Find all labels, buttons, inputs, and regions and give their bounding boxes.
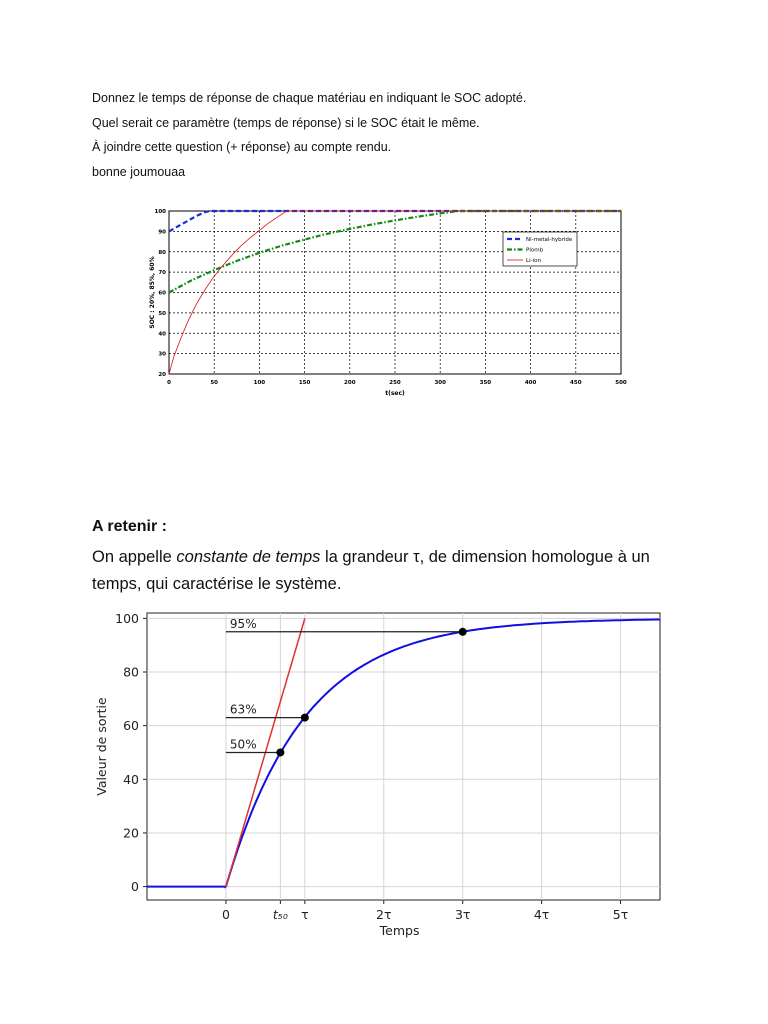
y-tick-label: 20 [158, 372, 166, 378]
x-tick-label: 250 [389, 380, 401, 386]
y-tick-label: 80 [158, 249, 166, 256]
y-tick-label: 60 [158, 290, 166, 297]
definition-dimension: dimension [451, 548, 527, 566]
y-tick-label: 100 [154, 209, 166, 215]
legend-label: Li-ion [526, 258, 541, 264]
x-tick-label: 500 [615, 380, 627, 386]
y-tick-label: 80 [123, 664, 139, 680]
x-tick-label: 450 [570, 380, 582, 386]
y-axis-label: Valeur de sortie [94, 697, 109, 796]
x-tick-label: 100 [253, 380, 266, 386]
y-tick-label: 90 [158, 229, 166, 236]
x-tick-label: 5τ [612, 907, 629, 922]
level-point [459, 628, 467, 636]
x-axis-label: t(sec) [385, 390, 405, 397]
instructions [92, 86, 526, 184]
instruction-line-4: bonne joumouaa [92, 164, 186, 179]
instruction-line-2: Quel serait ce paramètre (temps de réponse) si le SOC était le même. [92, 115, 480, 130]
y-tick-label: 50 [158, 310, 166, 317]
x-tick-label: 3τ [454, 907, 471, 922]
section-title: A retenir : [92, 518, 167, 535]
soc-chart [145, 198, 625, 403]
x-tick-label: 4τ [533, 907, 550, 922]
x-tick-label: 150 [298, 380, 311, 386]
legend-label: Plomb [526, 247, 544, 254]
level-label: 63% [229, 702, 257, 717]
y-tick-label: 40 [123, 771, 139, 787]
y-tick-label: 30 [158, 351, 166, 358]
y-tick-label: 60 [123, 718, 139, 734]
instruction-line-1: Donnez le temps de réponse de chaque matériau en indiquant le SOC adopté. [92, 91, 527, 105]
y-tick-label: 100 [115, 610, 139, 626]
x-axis-label: Temps [379, 923, 420, 938]
x-tick-label: t₅₀ [272, 907, 288, 922]
x-tick-label: τ [301, 907, 309, 922]
x-tick-label: 350 [479, 380, 492, 386]
x-tick-label: 50 [210, 380, 219, 386]
plot-frame [147, 613, 660, 900]
time-constant-chart [92, 606, 672, 936]
instruction-line-3: À joindre cette question (+ réponse) au compte rendu. [92, 140, 392, 154]
y-tick-label: 0 [131, 879, 139, 895]
level-point [276, 748, 284, 756]
y-tick-label: 20 [123, 825, 139, 841]
x-tick-label: 0 [167, 380, 171, 386]
definition-paragraph [92, 544, 682, 598]
x-tick-label: 0 [221, 907, 230, 922]
level-point [301, 714, 309, 722]
definition-text-2: la grandeur τ, de [320, 548, 452, 566]
y-tick-label: 40 [158, 331, 166, 338]
level-label: 50% [229, 737, 257, 752]
x-tick-label: 2τ [376, 907, 392, 922]
x-tick-label: 300 [434, 380, 446, 386]
x-tick-label: 200 [344, 380, 356, 386]
y-axis-label: SOC : 20%, 85%, 60% [149, 256, 156, 329]
y-tick-label: 70 [158, 270, 166, 277]
x-tick-label: 400 [524, 380, 537, 386]
definition-text-3: homologue à un temps, qui caractérise le système. [92, 548, 650, 593]
definition-term: constante de temps [176, 548, 321, 566]
definition-text-1: On appelle [92, 548, 177, 566]
level-label: 95% [229, 616, 257, 631]
legend-label: Ni-metal-hybride [526, 237, 573, 243]
